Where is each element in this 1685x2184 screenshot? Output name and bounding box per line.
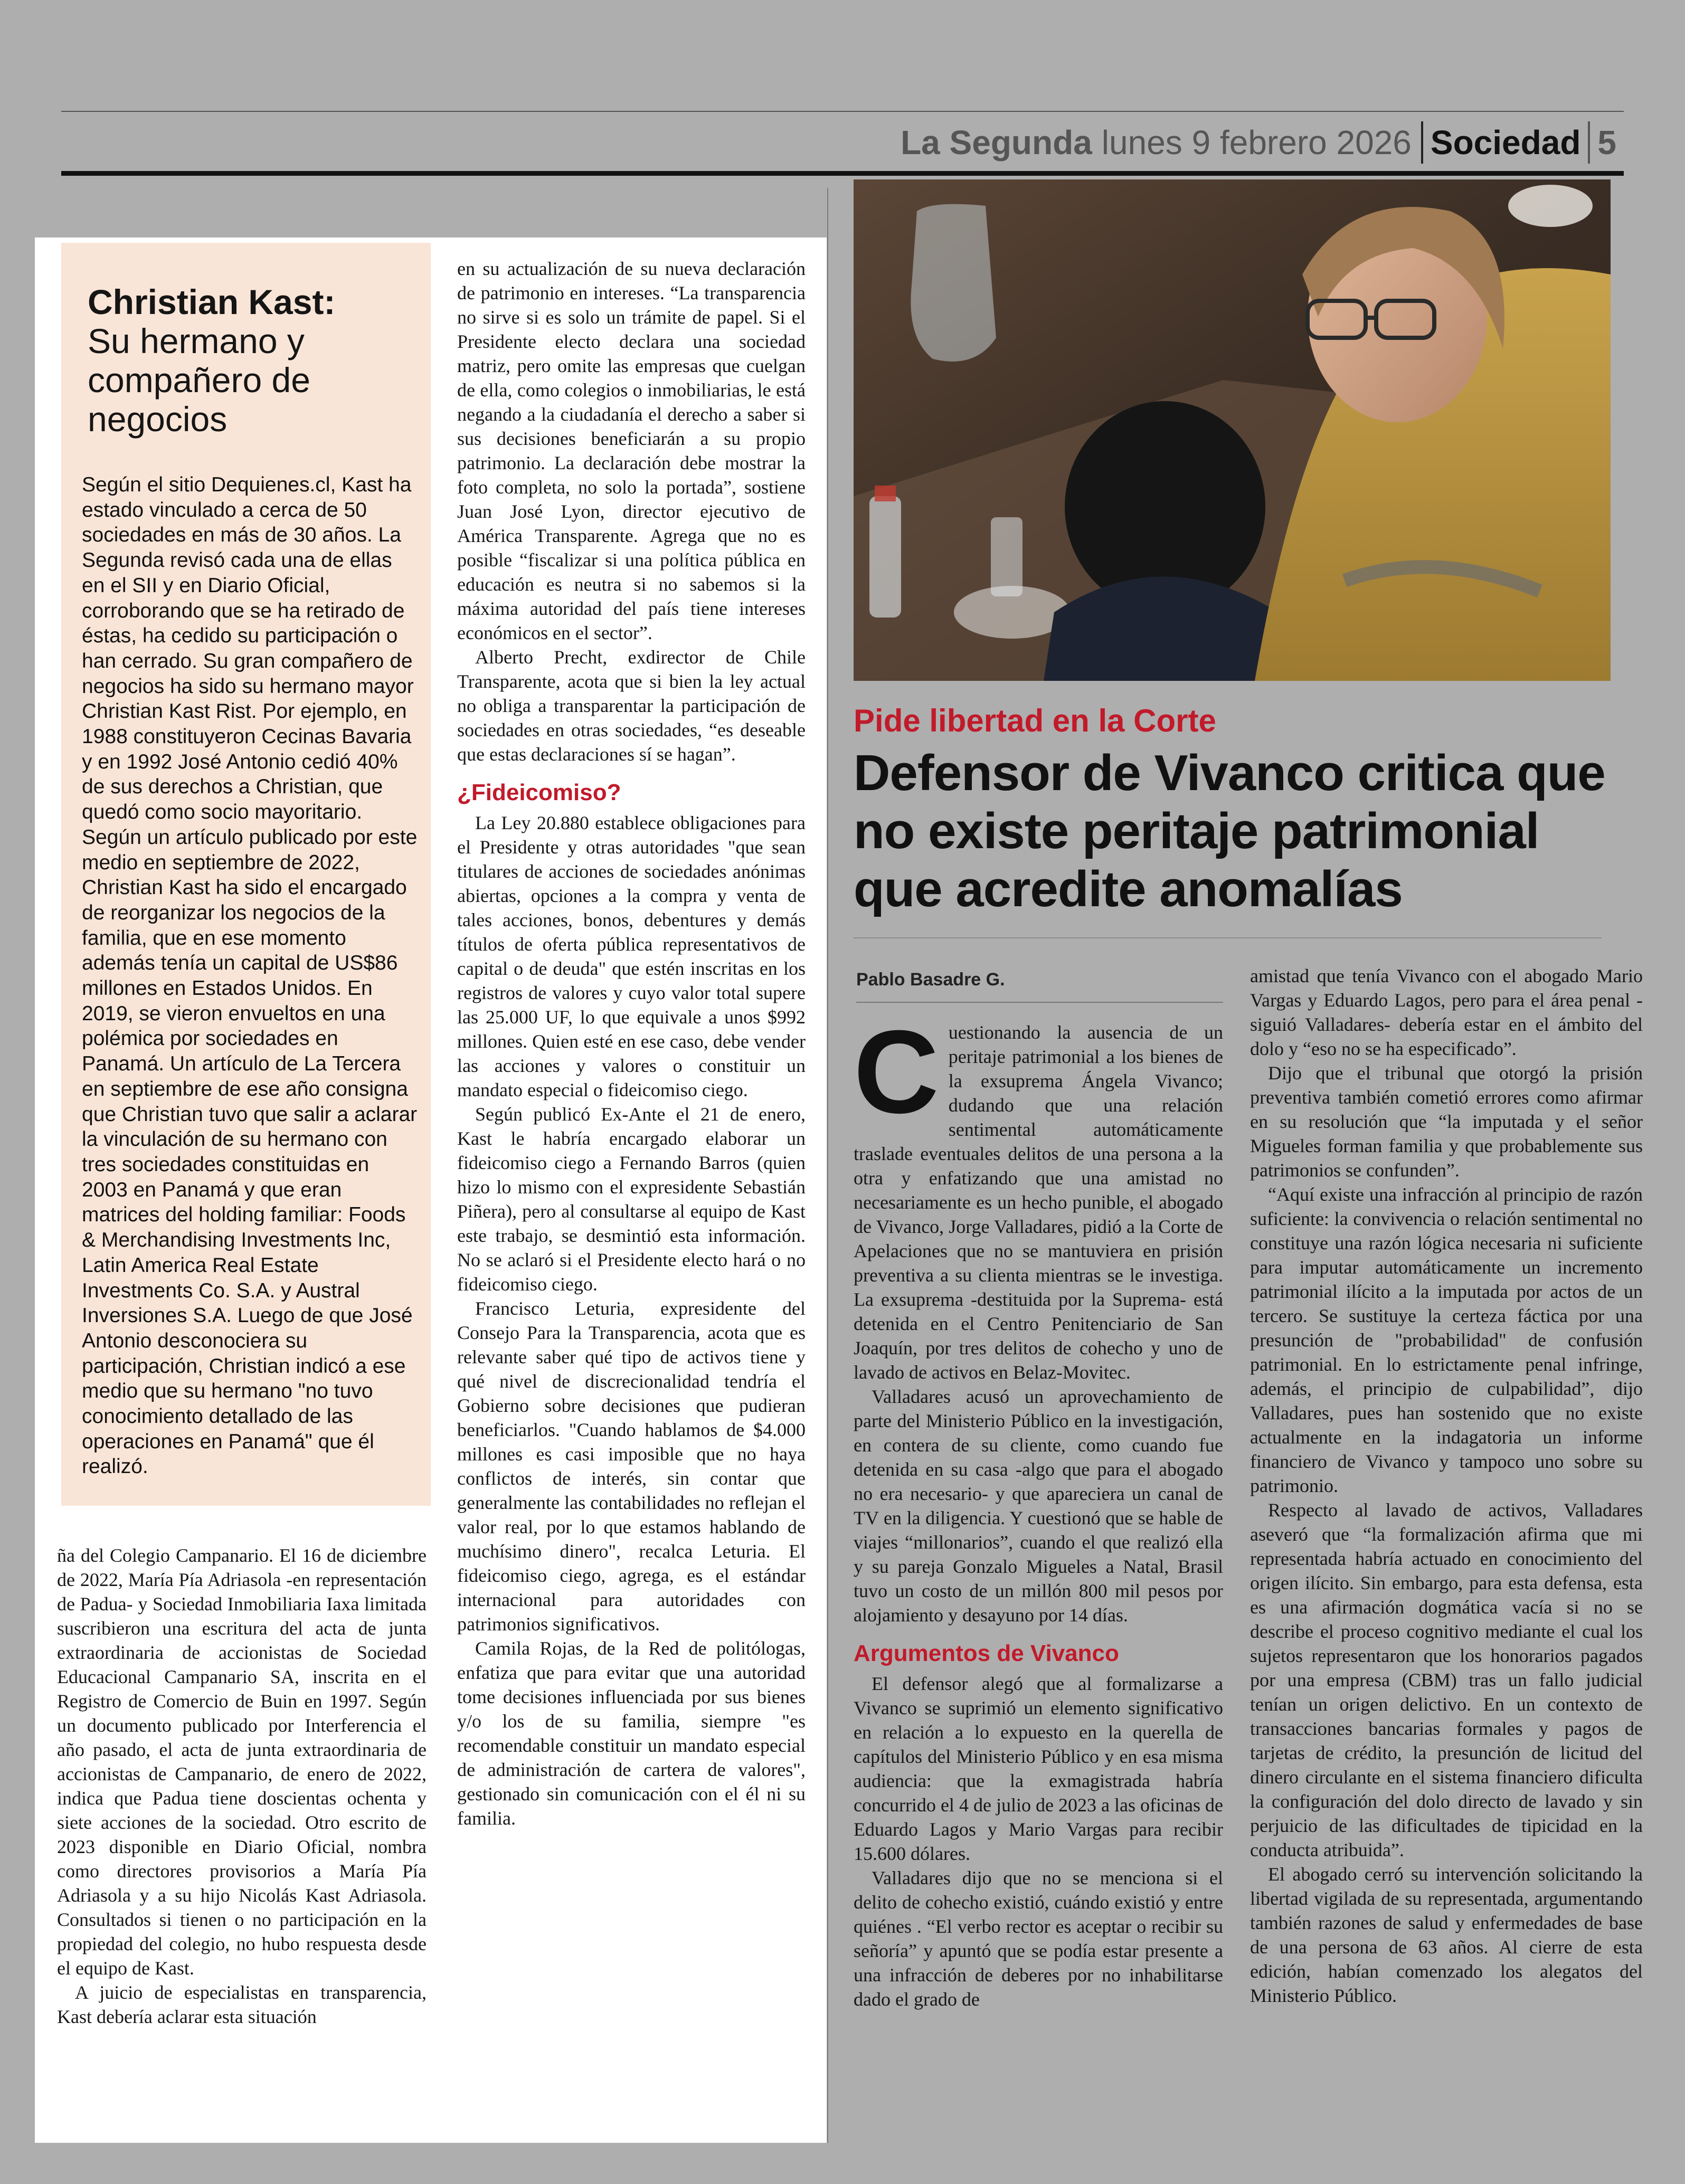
kast-column-left [57,1543,427,2029]
subheading: ¿Fideicomiso? [457,780,621,805]
paragraph: “Aquí existe una infracción al principio de razón suficiente: la convivencia o relación sentimental no constituye una razón lógica necesaria ni suficiente para imputar automáticamente un incremento patrimonial ilícito a la imputada por actos de un tercero. Se sustituye la certeza fáctica por una presunción de "probabilidad" de confusión patrimonial. En lo estrictamente penal infringe, además, el principio de culpabilidad”, dijo Valladares, pues han sostenido que no existe actualmente en la indagatoria un informe financiero de Vivanco y tampoco uno sobre su patrimonio. [1250,1184,1643,1496]
masthead [901,117,1616,168]
section-name: Sociedad [1430,124,1581,162]
paragraph: El abogado cerró su intervención solicitando la libertad vigilada de su representada, argumentando también razones de salud y enfermedades de base de una persona de 63 años. Al cierre de esta edición, habían comenzado los alegatos del Ministerio Público. [1250,1864,1643,2006]
kicker: Pide libertad en la Corte [854,703,1216,738]
issue-date: lunes 9 febrero 2026 [1101,124,1412,162]
paragraph: Francisco Leturia, expresidente del Consejo Para la Transparencia, acota que es relevante saber qué tipo de activos tiene y qué nivel de discrecionalidad tendría el Gobierno sobre decisiones que pudieran beneficiarlos. "Cuando hablamos de $4.000 millones es casi imposible que no haya conflictos de interés, sin contar que generalmente las contabilidades no reflejan el valor real, por lo que estamos hablando de muchísimo dinero", recalca Leturia. El fideicomiso ciego, agrega, es el estándar internacional para autoridades con patrimonios significativos. [457,1298,806,1635]
headline-rule [854,937,1602,938]
box-body: Según el sitio Dequienes.cl, Kast ha estado vinculado a cerca de 50 sociedades en más de 30 años. La Segunda revisó cada una de ellas en el SII y en Diario Oficial, corroborando que se ha retirado de éstas, ha cedido su participación o han cerrado. Su gran compañero de negocios ha sido su hermano mayor Christian Kast Rist. Por ejemplo, en 1988 constituyeron Cecinas Bavaria y en 1992 José Antonio cedió 40% de sus derechos a Christian, que quedó como socio mayoritario. Según un artículo publicado por este medio en septiembre de 2022, Christian Kast ha sido el encargado de reorganizar los negocios de la familia, que en ese momento además tenía un capital de US$86 millones en Estados Unidos. En 2019, se vieron envueltos en una polémica por sociedades en Panamá. Un artículo de La Tercera en septiembre de ese año consigna que Christian tuvo que salir a aclarar la vinculación de su hermano con tres sociedades constituidas en 2003 en Panamá y que eran matrices del holding familiar: Foods & Merchandising Investments Inc, Latin America Real Estate Investments Co. S.A. y Austral Inversiones S.A. Luego de que José Antonio desconociera su participación, Christian indicó a ese medio que su hermano "no tuvo conocimiento detallado de las operaciones en Panamá" que él realizó. [82,473,418,1478]
drop-cap: C [854,1006,939,1138]
vivanco-column-1 [854,1006,1223,2011]
paragraph: El defensor alegó que al formalizarse a Vivanco se suprimió un elemento significativo en relación a lo expuesto en la querella de capítulos del Ministerio Público y en esa misma audiencia: que la exmagistrada habría concurrido el 4 de julio de 2023 a las oficinas de Eduardo Lagos y Mario Vargas para recibir 15.600 dólares. [854,1673,1223,1864]
masthead-divider [1421,121,1423,164]
page-number: 5 [1597,124,1616,162]
byline: Pablo Basadre G. [856,970,1005,990]
lead-paragraph [854,1006,1223,1384]
paragraph: amistad que tenía Vivanco con el abogado Mario Vargas y Eduardo Lagos, pero para el área penal -siguió Valladares- debería estar en el ámbito del dolo y “eso no se ha especificado”. [1250,965,1643,1059]
paragraph: Dijo que el tribunal que otorgó la prisión preventiva también cometió errores como afirmar en su resolución que “la imputada y el señor Migueles forman familia y que probablemente sus patrimonios se confunden”. [1250,1062,1643,1181]
masthead-rule [61,171,1624,176]
paragraph: La Ley 20.880 establece obligaciones para el Presidente y otras autoridades "que sean titulares de acciones de sociedades anónimas abiertas, opciones a la compra y venta de tales acciones, bonos, debentures y demás títulos de oferta pública representativos de capital o de deuda" que estén inscritas en los registros de valores y cuyo valor total supere las 25.000 UF, lo que equivale a unos $992 millones. Quien esté en ese caso, debe vender las acciones y valores o constituir un mandato especial o fideicomiso ciego. [457,812,806,1100]
paragraph: ña del Colegio Campanario. El 16 de diciembre de 2022, María Pía Adriasola -en representación de Padua- y Sociedad Inmobiliaria Iaxa limitada suscribieron una escritura del acta de junta extraordinaria de accionistas de Sociedad Educacional Campanario SA, inscrita en el Registro de Comercio de Buin en 1997. Según un documento publicado por Interferencia el año pasado, el acta de junta extraordinaria de accionistas de Campanario, de enero de 2022, indica que Padua tiene doscientas ochenta y siete acciones de la sociedad. Otro escrito de 2023 disponible en Diario Oficial, nombra como directores provisorios a María Pía Adriasola y a su hijo Nicolás Kast Adriasola. Consultados si tienen o no participación en la propiedad del colegio, no hubo respuesta desde el equipo de Kast. [57,1545,427,1979]
paragraph: Alberto Precht, exdirector de Chile Transparente, acota que si bien la ley actual no obliga a transparentar la participación de sociedades en otras sociedades, “es deseable que estas declaraciones sí se hagan”. [457,647,806,765]
paragraph: en su actualización de su nueva declaración de patrimonio en intereses. “La transparencia no sirve si es solo un trámite de papel. Si el Presidente electo declara una sociedad matriz, pero omite las empresas que cuelgan de ella, como colegios o inmobiliarias, le está negando a la ciudadanía el derecho a saber si sus decisiones beneficiarán a su propio patrimonio. La declaración debe mostrar la foto completa, no solo la portada”, sostiene Juan José Lyon, director ejecutivo de América Transparente. Agrega que no es posible “fiscalizar si una política pública en educación es neutra si no sabemos si la máxima autoridad del país tiene intereses económicos en el sector”. [457,258,806,643]
paragraph: Según publicó Ex-Ante el 21 de enero, Kast le habría encargado elaborar un fideicomiso ciego a Fernando Barros (quien hizo lo mismo con el expresidente Sebastián Piñera), pero al consultarse al equipo de Kast este trabajo, se desmintió esta información. No se aclaró si el Presidente electo hará o no fideicomiso ciego. [457,1104,806,1295]
photo-illustration [854,179,1611,681]
newspaper-name: La Segunda [901,124,1092,162]
paragraph: Camila Rojas, de la Red de politólogas, enfatiza que para evitar que una autoridad tome decisiones influenciada por sus bienes y/o los de su familia, siempre "es recomendable constituir un mandato especial de administración de cartera de valores", gestionado sin comunicación con el él ni su familia. [457,1638,806,1829]
column-divider [827,188,828,2143]
box-title-rest: Su hermano y compañero de negocios [88,321,310,439]
vivanco-column-2 [1250,964,1643,2008]
box-title [88,282,415,439]
paragraph: Valladares acusó un aprovechamiento de parte del Ministerio Público en la investigación, en contera de su cliente, como cuando fue detenida en su casa -algo que para el abogado no era necesario- y que apareciera un canal de TV en la diligencia. Y cuestionó que se hable de viajes “millonarios”, cuando el que realizó ella y su pareja Gonzalo Migueles a Natal, Brasil tuvo un costo de un millón 800 mil pesos por alojamiento y desayuno por 14 días. [854,1386,1223,1626]
byline-rule [856,1002,1223,1003]
headline: Defensor de Vivanco critica que no existe peritaje patrimonial que acredite anomalías [854,745,1605,917]
paragraph: A juicio de especialistas en transparencia, Kast debería aclarar esta situación [57,1982,427,2027]
subheading: Argumentos de Vivanco [854,1640,1119,1666]
kast-column-middle [457,257,806,1830]
paragraph: Respecto al lavado de activos, Valladares aseveró que “la formalización afirma que mi representada habría actuado en conocimiento del origen ilícito. Sin embargo, para esta defensa, esta es una afirmación dogmática vacía si no se describe el proceso cognitivo mediante el cual los sujetos representaron que los honorarios pagados por una empresa (CBM) tras un fallo judicial tenían un origen delictivo. En un contexto de transacciones bancarias formales y pagos de tarjetas de crédito, la presunción de licitud del dinero circulante en el sistema financiero dificulta la configuración del dolo directo de lavado y sin perjuicio de las dificultades de tipicidad en la conducta atribuida”. [1250,1499,1643,1860]
top-rule [61,111,1624,112]
box-title-bold: Christian Kast: [88,282,336,321]
lead-text: uestionando la ausencia de un peritaje patrimonial a los bienes de la exsuprema Ángela Vivanco; dudando que una relación sentimental automáticamente traslade eventuales delitos de una persona a la otra y enfatizando que una amistad no necesariamente es un hecho punible, el abogado de Vivanco, Jorge Valladares, pidió a la Corte de Apelaciones que no se mantuviera en prisión preventiva a su clienta mientras se le investiga. La exsuprema -destituida por la Suprema- está detenida en el Centro Penitenciario de San Joaquín, por tres delitos de cohecho y uno de lavado de activos en Belaz-Movitec. [854,1022,1223,1383]
paragraph: Valladares dijo que no se menciona si el delito de cohecho existió, cuándo existió y entre quiénes . “El verbo rector es aceptar o recibir su señoría” y apuntó que se podía estar presente a una infracción de deberes por no inhabilitarse dado el grado de [854,1867,1223,2010]
news-photo [854,179,1611,681]
masthead-divider [1588,121,1590,164]
